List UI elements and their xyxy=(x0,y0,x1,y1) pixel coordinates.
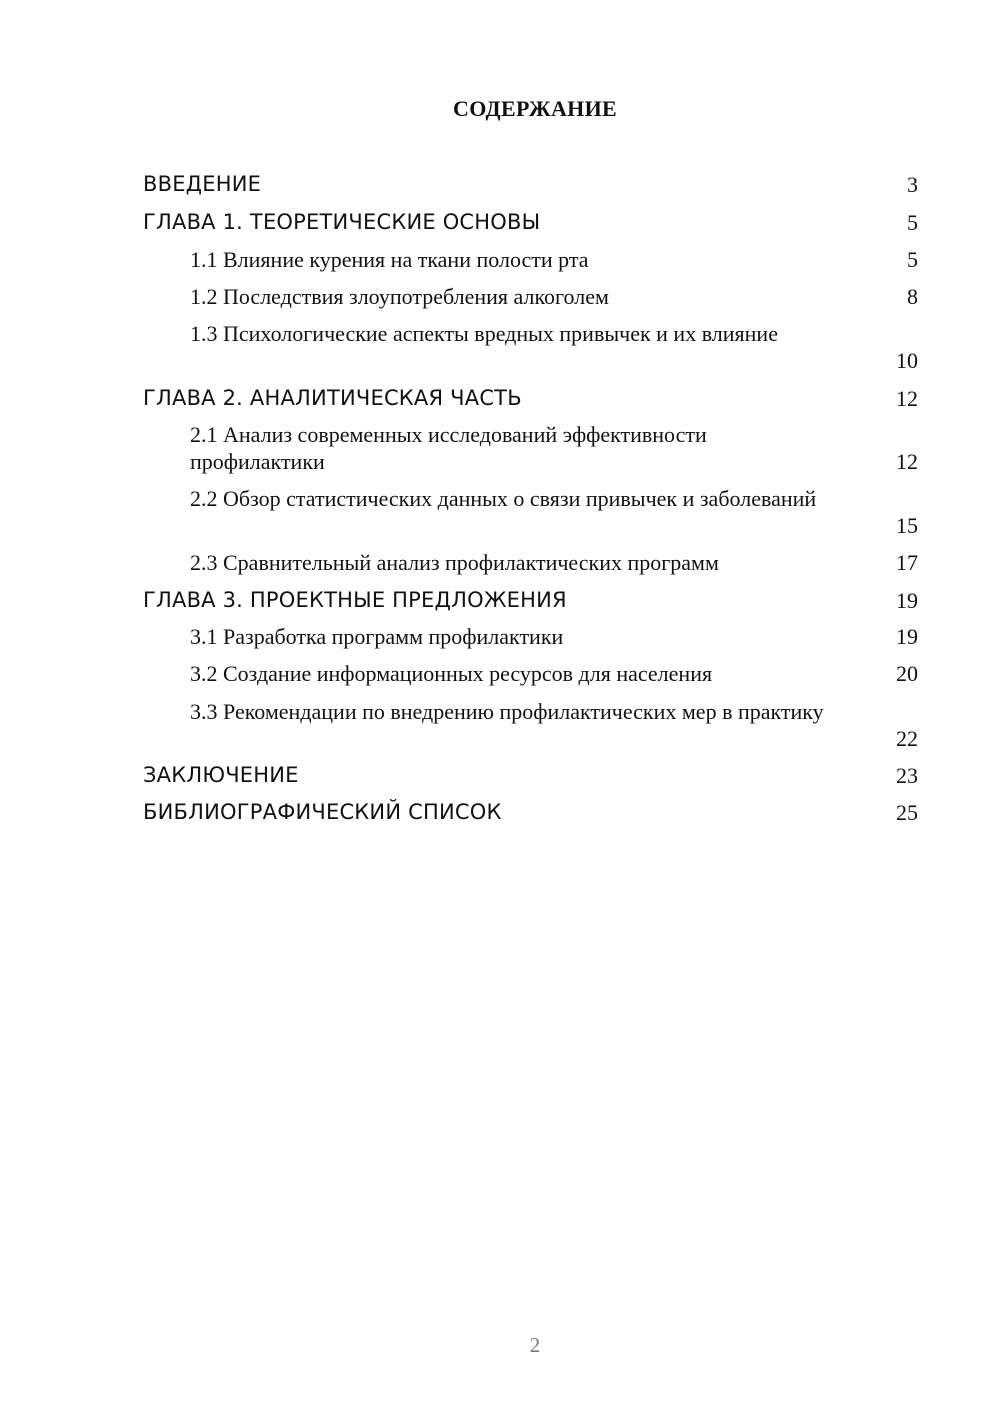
toc-entry-page: 12 xyxy=(896,386,918,411)
toc-entry-page: 5 xyxy=(907,210,918,235)
toc-entry-title: ГЛАВА 2. АНАЛИТИЧЕСКАЯ ЧАСТЬ xyxy=(143,386,522,410)
toc-entry-page: 20 xyxy=(896,661,918,686)
toc-entry-section-2-3[interactable] xyxy=(190,549,918,576)
page-title: СОДЕРЖАНИЕ xyxy=(453,96,617,121)
toc-entry-page: 3 xyxy=(907,172,918,197)
toc-entry-page: 17 xyxy=(896,550,918,575)
toc-entry-section-1-3[interactable] xyxy=(190,320,918,374)
toc-entry-page: 10 xyxy=(896,348,918,373)
toc-entry-introduction[interactable] xyxy=(143,170,918,198)
toc-entry-section-2-1[interactable] xyxy=(190,421,918,475)
toc-entry-title: БИБЛИОГРАФИЧЕСКИЙ СПИСОК xyxy=(143,800,502,824)
toc-entry-bibliography[interactable] xyxy=(143,798,918,826)
toc-entry-chapter-2[interactable] xyxy=(143,384,918,412)
toc-entry-page: 12 xyxy=(896,449,918,474)
toc-entry-section-1-1[interactable] xyxy=(190,246,918,273)
toc-entry-page: 19 xyxy=(896,624,918,649)
toc-entry-title: 2.2 Обзор статистических данных о связи привычек и заболеваний xyxy=(190,486,817,511)
toc-entry-title: 1.3 Психологические аспекты вредных привычек и их влияние xyxy=(190,321,778,346)
toc-entry-title: ГЛАВА 1. ТЕОРЕТИЧЕСКИЕ ОСНОВЫ xyxy=(143,210,541,234)
toc-entry-page: 23 xyxy=(896,763,918,788)
toc-entry-page: 22 xyxy=(896,726,918,751)
toc-entry-section-3-1[interactable] xyxy=(190,623,918,650)
toc-entry-title: ВВЕДЕНИЕ xyxy=(143,172,262,196)
toc-entry-page: 15 xyxy=(896,513,918,538)
toc-entry-section-2-2[interactable] xyxy=(190,485,918,539)
toc-entry-title: 3.2 Создание информационных ресурсов для населения xyxy=(190,661,713,686)
toc-entry-section-3-3[interactable] xyxy=(190,698,918,752)
toc-entry-chapter-3[interactable] xyxy=(143,586,918,614)
toc-entry-page: 25 xyxy=(896,800,918,825)
toc-entry-page: 19 xyxy=(896,588,918,613)
toc-entry-title: ГЛАВА 3. ПРОЕКТНЫЕ ПРЕДЛОЖЕНИЯ xyxy=(143,588,567,612)
toc-entry-section-1-2[interactable] xyxy=(190,283,918,310)
toc-entry-title: ЗАКЛЮЧЕНИЕ xyxy=(143,763,299,787)
toc-entry-page: 5 xyxy=(907,247,918,272)
toc-entry-title: 1.2 Последствия злоупотребления алкоголем xyxy=(190,284,609,309)
toc-entry-title: 3.3 Рекомендации по внедрению профилактических мер в практику xyxy=(190,699,824,724)
toc-entry-title: 1.1 Влияние курения на ткани полости рта xyxy=(190,247,589,272)
toc-entry-title: 2.1 Анализ современных исследований эффективности профилактики xyxy=(190,422,707,474)
toc-entry-section-3-2[interactable] xyxy=(190,660,918,687)
toc-entry-title: 3.1 Разработка программ профилактики xyxy=(190,624,564,649)
page-number: 2 xyxy=(529,1333,541,1357)
toc-entry-chapter-1[interactable] xyxy=(143,208,918,236)
toc-entry-title: 2.3 Сравнительный анализ профилактических программ xyxy=(190,550,719,575)
toc-entry-conclusion[interactable] xyxy=(143,761,918,789)
toc-entry-page: 8 xyxy=(907,284,918,309)
